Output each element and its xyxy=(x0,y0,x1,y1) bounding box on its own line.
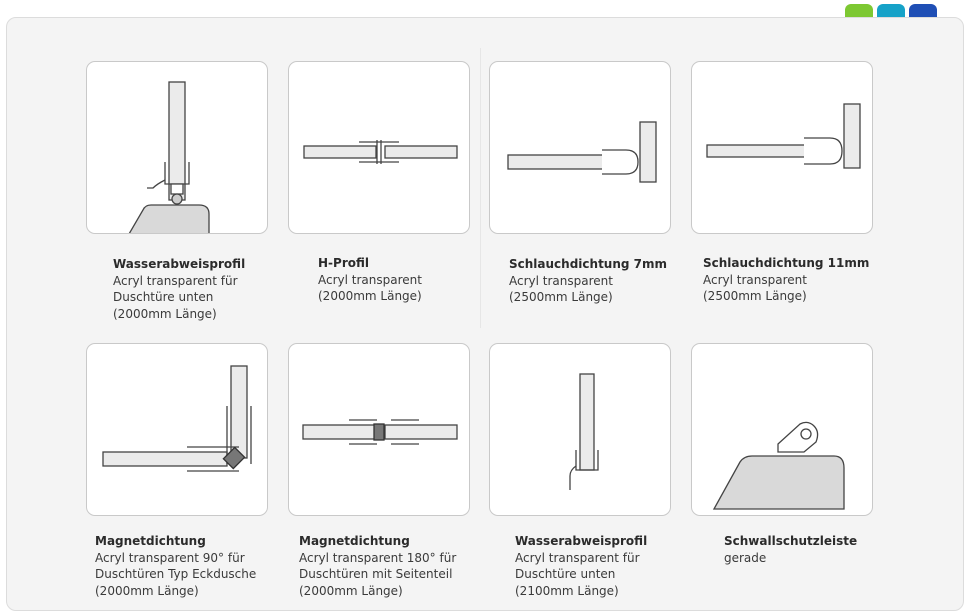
product-card-schlauchdichtung-11mm[interactable] xyxy=(691,61,873,234)
product-desc-line: Acryl transparent für xyxy=(113,273,238,288)
product-title: Schwallschutzleiste xyxy=(724,534,858,548)
schwallschutzleiste-icon xyxy=(692,344,872,515)
product-desc-line: gerade xyxy=(724,550,767,565)
product-desc-line: Duschtüre unten xyxy=(113,290,214,304)
h-profil-icon xyxy=(289,62,469,233)
product-title: Wasserabweisprofil xyxy=(113,257,246,271)
product-card-schwallschutzleiste[interactable] xyxy=(691,343,873,516)
product-title: Schlauchdichtung 7mm xyxy=(509,257,668,271)
product-desc-line: (2500mm Länge) xyxy=(509,290,613,304)
product-desc-line: (2000mm Länge) xyxy=(318,289,422,303)
caption-schlauchdichtung-11mm xyxy=(703,255,869,305)
product-desc-line: Duschtüre unten xyxy=(515,567,616,581)
product-desc-line: Acryl transparent 90° für xyxy=(95,550,245,565)
product-card-wasserabweisprofil[interactable] xyxy=(86,61,268,234)
product-desc-line: Acryl transparent xyxy=(318,272,422,287)
magnetdichtung-180-icon xyxy=(289,344,469,515)
product-desc-line: Duschtüren Typ Eckdusche xyxy=(95,567,257,581)
product-card-wasserabweisprofil-2100[interactable] xyxy=(489,343,671,516)
product-desc-line: Acryl transparent xyxy=(509,273,613,288)
product-card-magnetdichtung-90[interactable] xyxy=(86,343,268,516)
caption-schlauchdichtung-7mm xyxy=(509,256,667,306)
product-desc-line: (2100mm Länge) xyxy=(515,583,619,598)
caption-h-profil xyxy=(318,255,422,305)
caption-wasserabweisprofil-2100 xyxy=(515,533,647,599)
product-desc-line: (2500mm Länge) xyxy=(703,289,807,303)
schlauchdichtung-11mm-icon xyxy=(692,62,872,233)
product-card-magnetdichtung-180[interactable] xyxy=(288,343,470,516)
product-desc-line: Duschtüren mit Seitenteil xyxy=(299,567,453,581)
product-title: Magnetdichtung xyxy=(95,534,206,548)
product-card-h-profil[interactable] xyxy=(288,61,470,234)
caption-wasserabweisprofil xyxy=(113,256,245,322)
product-desc-line: Acryl transparent 180° für xyxy=(299,550,457,565)
product-card-schlauchdichtung-7mm[interactable] xyxy=(489,61,671,234)
product-desc-line: Acryl transparent für xyxy=(515,550,640,565)
wasserabweisprofil-2100-icon xyxy=(490,344,670,515)
caption-magnetdichtung-90 xyxy=(95,533,256,599)
product-title: Wasserabweisprofil xyxy=(515,534,648,548)
product-title: H-Profil xyxy=(318,256,369,270)
product-desc-line: (2000mm Länge) xyxy=(95,583,199,598)
caption-schwallschutzleiste xyxy=(724,533,857,566)
product-desc-line: Acryl transparent xyxy=(703,272,807,287)
product-desc-line: (2000mm Länge) xyxy=(113,306,217,321)
magnetdichtung-90-icon xyxy=(87,344,267,515)
product-title: Schlauchdichtung 11mm xyxy=(703,256,870,270)
caption-magnetdichtung-180 xyxy=(299,533,456,599)
product-title: Magnetdichtung xyxy=(299,534,410,548)
product-desc-line: (2000mm Länge) xyxy=(299,583,403,598)
schlauchdichtung-7mm-icon xyxy=(490,62,670,233)
wasserabweisprofil-icon xyxy=(87,62,267,233)
divider xyxy=(480,48,481,328)
